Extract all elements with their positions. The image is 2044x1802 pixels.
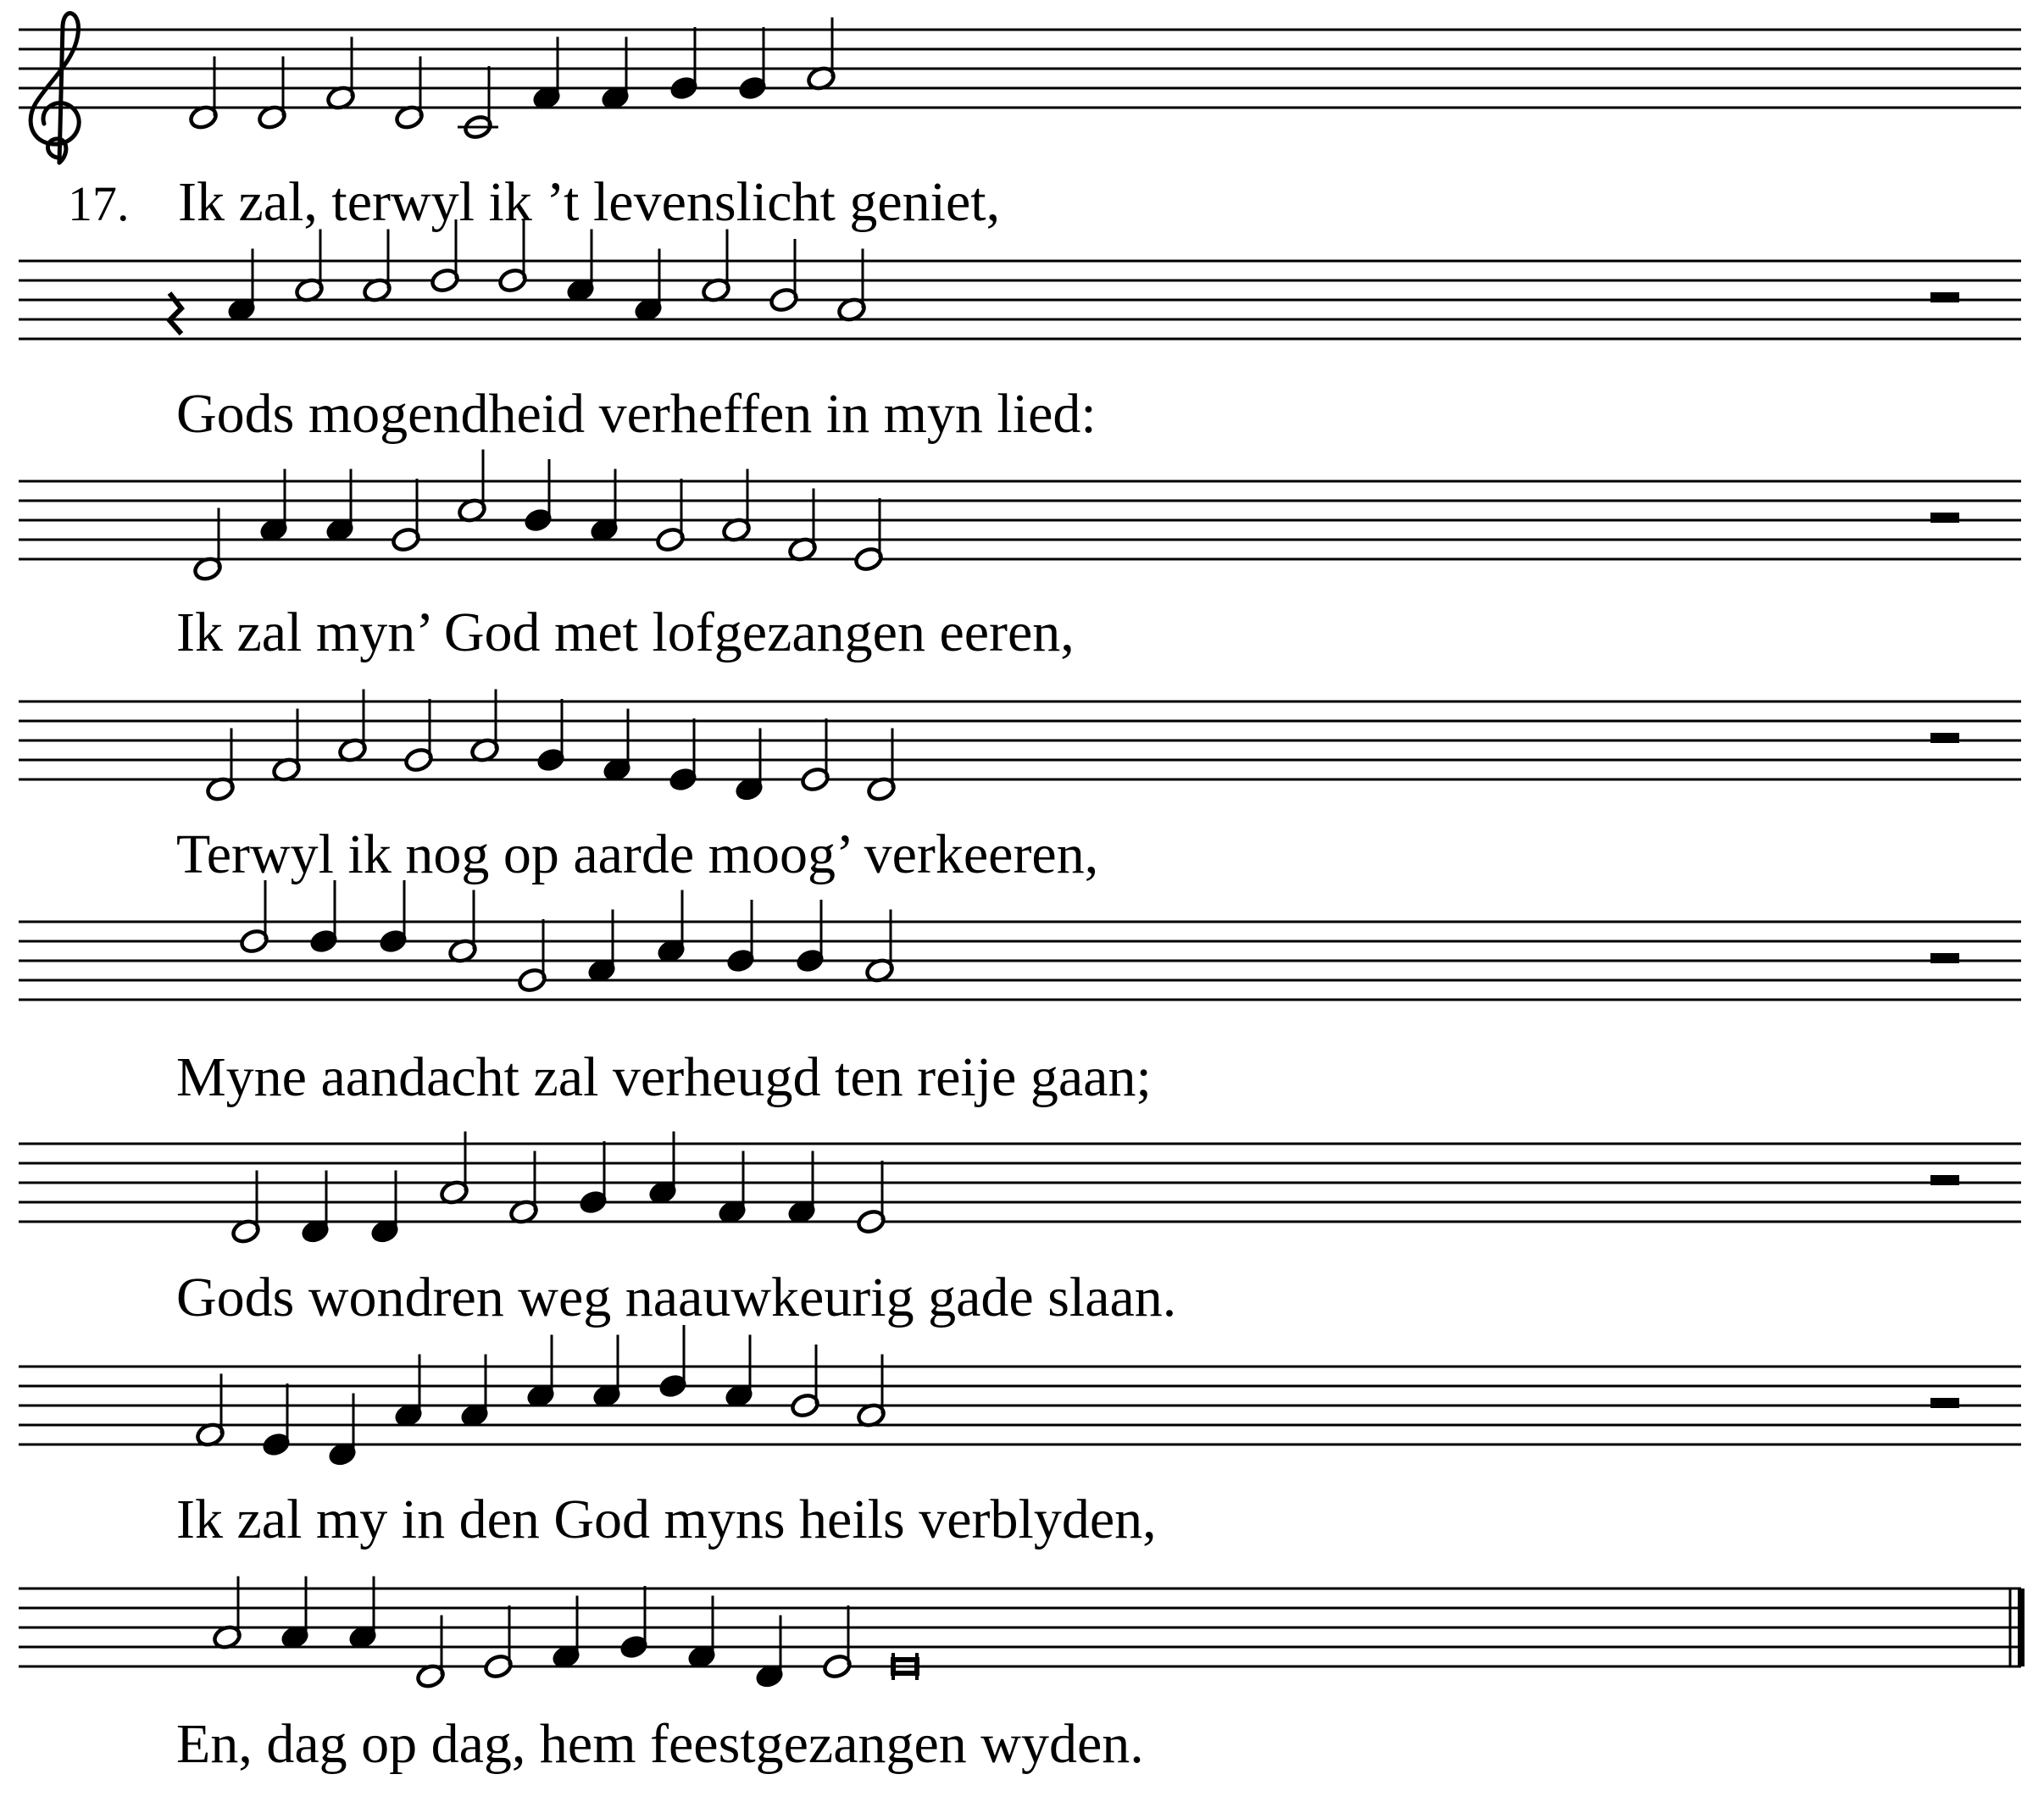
quarter-note [724, 1335, 754, 1410]
staff-system [19, 219, 2021, 445]
lyric-line: Ik zal my in den God myns heils verblyden, [176, 1489, 1157, 1550]
half-note [517, 919, 547, 994]
lyric-line: Myne aandacht zal verheugd ten reije gaan; [176, 1046, 1152, 1108]
half-note [294, 230, 325, 304]
lyric-line: Gods wondren weg naauwkeurig gade slaan. [176, 1267, 1177, 1328]
lyric-line: Ik zal, terwyl ik ’t levenslicht geniet, [178, 171, 1001, 233]
staff-system [19, 1577, 2025, 1776]
half-note [853, 498, 884, 573]
quarter-note [592, 1335, 622, 1410]
quarter-note [669, 27, 699, 102]
quarter-note [668, 718, 698, 793]
quarter-note [523, 459, 553, 534]
lyric-line: En, dag op dag, hem feestgezangen wyden. [176, 1713, 1144, 1775]
quarter-note [658, 1325, 688, 1400]
quarter-note [737, 27, 768, 102]
staff-system [19, 450, 2021, 664]
quarter-note [656, 890, 686, 965]
half-note [458, 66, 498, 141]
quarter-note [536, 699, 566, 773]
half-note [822, 1605, 853, 1680]
half-note [403, 699, 434, 773]
half-rest-icon [1930, 1398, 1959, 1408]
quarter-note [378, 880, 408, 955]
lyric-line: Terwyl ik nog op aarde moog’ verkeeren, [176, 823, 1099, 885]
half-note [790, 1345, 820, 1419]
half-note [457, 450, 487, 524]
half-note [655, 479, 686, 553]
half-rest-icon [1930, 292, 1959, 302]
quarter-note [261, 1383, 292, 1458]
lyric-line: Ik zal myn’ God met lofgezangen eeren, [176, 602, 1075, 663]
half-note [391, 479, 421, 553]
quarter-note [619, 1586, 649, 1661]
half-rest-icon [1930, 1175, 1959, 1185]
half-rest-icon [1930, 953, 1959, 963]
staff-system [19, 880, 2021, 1108]
half-rest-icon [1930, 513, 1959, 523]
quarter-note [565, 230, 596, 304]
half-rest-icon [1930, 733, 1959, 743]
half-note [447, 890, 478, 965]
half-note [701, 230, 731, 304]
half-note [856, 1161, 886, 1235]
staff-system [19, 690, 2021, 886]
quarter-note [725, 900, 756, 974]
quarter-note [308, 880, 339, 955]
thick-barline [2018, 1589, 2025, 1666]
quarter-note [525, 1335, 556, 1410]
half-note [483, 1605, 514, 1680]
half-note [362, 230, 392, 304]
verse-number: 17. [68, 176, 130, 231]
half-note [800, 718, 830, 793]
lyric-line: Gods mogendheid verheffen in myn lied: [176, 383, 1097, 445]
half-note [769, 239, 799, 313]
staff-system [19, 1132, 2021, 1329]
staff-system [19, 1325, 2021, 1550]
half-note [239, 880, 269, 955]
quarter-note [578, 1141, 608, 1216]
quarter-note [795, 900, 825, 974]
staff-system [19, 18, 2021, 234]
